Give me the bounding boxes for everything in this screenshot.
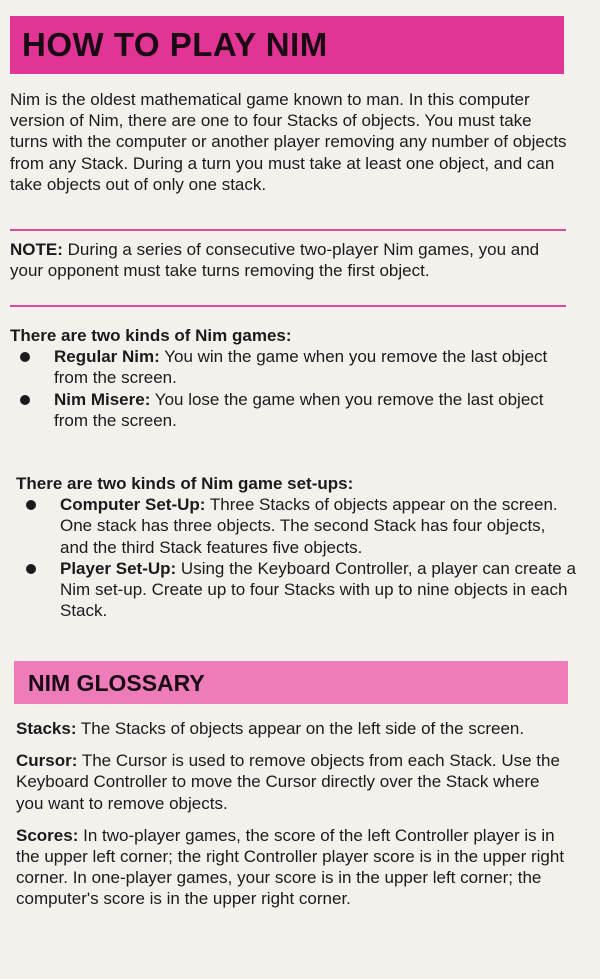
glossary-entry xyxy=(16,750,568,814)
divider-top xyxy=(10,229,566,231)
divider-bottom xyxy=(10,305,566,307)
bullet-icon xyxy=(26,564,36,574)
setups-section xyxy=(16,473,576,621)
note-label: NOTE: xyxy=(10,240,63,259)
list-item xyxy=(16,494,576,558)
glossary-text: In two-player games, the score of the left Controller player is in the upper left corner; the right Controller player score is in the upper right corner. In one-player games, your score is in the upper left corner; the computer's score is in the upper right corner. xyxy=(16,825,565,909)
bullet-icon xyxy=(20,395,30,405)
list-item-term: Regular Nim: xyxy=(54,347,160,367)
list-item-text: You lose the game when you remove the last object from the screen. xyxy=(54,389,544,430)
list-item-term: Computer Set-Up: xyxy=(60,495,206,515)
intro-paragraph xyxy=(10,89,570,195)
glossary-text: The Stacks of objects appear on the left side of the screen. xyxy=(76,719,525,738)
list-item-text: Three Stacks of objects appear on the screen. One stack has three objects. The second Stack has four objects, and the third Stack features five objects. xyxy=(60,495,558,557)
glossary-title: NIM GLOSSARY xyxy=(28,670,205,696)
list-item-term: Player Set-Up: xyxy=(60,558,177,578)
bullet-icon xyxy=(26,500,36,510)
game-kinds-section xyxy=(10,325,570,431)
note-paragraph xyxy=(10,239,570,281)
title-banner xyxy=(10,16,564,74)
glossary-entry xyxy=(16,825,568,910)
page-title: HOW TO PLAY NIM xyxy=(22,26,328,63)
glossary-term: Cursor: xyxy=(16,751,78,771)
list-item xyxy=(10,389,570,431)
glossary-banner xyxy=(14,661,568,704)
glossary-text: The Cursor is used to remove objects from each Stack. Use the Keyboard Controller to move the Cursor directly over the Stack where you want to remove objects. xyxy=(16,751,560,813)
list-item xyxy=(10,346,570,388)
setups-heading: There are two kinds of Nim game set-ups: xyxy=(16,474,354,493)
game-kinds-heading: There are two kinds of Nim games: xyxy=(10,326,292,345)
glossary-section xyxy=(16,718,568,921)
bullet-icon xyxy=(20,352,30,362)
setups-list xyxy=(16,494,576,621)
game-kinds-list xyxy=(10,346,570,431)
list-item-text: You win the game when you remove the last object from the screen. xyxy=(54,347,548,388)
list-item xyxy=(16,558,576,622)
glossary-entry xyxy=(16,718,568,739)
list-item-text: Using the Keyboard Controller, a player can create a Nim set-up. Create up to four Stacks with up to nine objects in each Stack. xyxy=(60,558,576,621)
intro-text: Nim is the oldest mathematical game known to man. In this computer version of Nim, there are one to four Stacks of objects. You must take turns with the computer or another player removing any number of objects from any Stack. During a turn you must take at least one object, and can take objects out of only one stack. xyxy=(10,90,567,194)
note-text: During a series of consecutive two-player Nim games, you and your opponent must take turns removing the first object. xyxy=(10,240,540,281)
list-item-term: Nim Misere: xyxy=(54,389,151,409)
glossary-term: Scores: xyxy=(16,825,79,845)
glossary-term: Stacks: xyxy=(16,719,77,738)
